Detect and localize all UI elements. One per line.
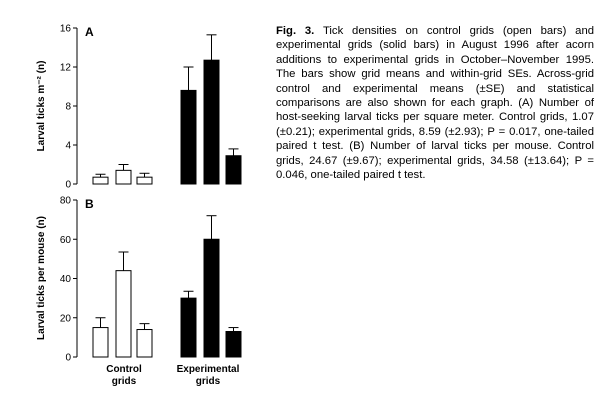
y-tick-label: 80 [59, 195, 71, 207]
figure-3-charts [0, 0, 270, 410]
y-tick-label: 40 [59, 274, 71, 285]
bar [181, 90, 196, 184]
bar [181, 298, 196, 357]
bar [93, 328, 108, 357]
panel-label: B [85, 197, 94, 211]
bar [116, 271, 131, 357]
y-tick-label: 4 [65, 140, 71, 152]
caption-label: Fig. 3. [276, 25, 315, 37]
bar [116, 170, 131, 184]
y-tick-label: 60 [59, 234, 71, 246]
bar [93, 177, 108, 184]
bar [137, 177, 152, 184]
bar [204, 239, 219, 357]
y-axis-label: Larval ticks m⁻² (n) [36, 60, 47, 152]
chart-panel-a [36, 24, 241, 191]
y-tick-label: 16 [59, 23, 71, 35]
x-group-label: Experimental [176, 364, 240, 375]
x-group-label: grids [111, 376, 137, 387]
bar [137, 330, 152, 357]
chart-panel-b [36, 196, 241, 364]
y-tick-label: 12 [59, 62, 71, 74]
y-axis-label: Larval ticks per mouse (n) [36, 216, 47, 340]
y-tick-label: 8 [65, 101, 71, 113]
figure-caption [276, 24, 594, 182]
x-group-label: Control [106, 364, 142, 375]
y-tick-label: 20 [59, 313, 71, 325]
bar [226, 156, 241, 184]
bar [226, 331, 241, 357]
y-tick-label: 0 [65, 179, 71, 191]
y-tick-label: 0 [65, 352, 71, 364]
x-group-label: grids [195, 376, 221, 387]
panel-label: A [85, 25, 94, 39]
caption-text: Tick densities on control grids (open bars) and experimental grids (solid bars) in August 1996 after acorn additions to experimental grids in October–November 1995. The bars show grid means and within-grid SEs. Across-grid control and experimental means (±SE) and statistical comparisons are also shown for each graph. (A) Number of host-seeking larval ticks per square meter. Control grids, 1.07 (±0.21); experimental grids, 8.59 (±2.93); P = 0.017, one-tailed paired t test. (B) Number of larval ticks per mouse. Control grids, 24.67 (±9.67); experimental grids, 34.58 (±13.64); P = 0.046, one-tailed paired t test. [276, 25, 595, 182]
bar [204, 60, 219, 184]
